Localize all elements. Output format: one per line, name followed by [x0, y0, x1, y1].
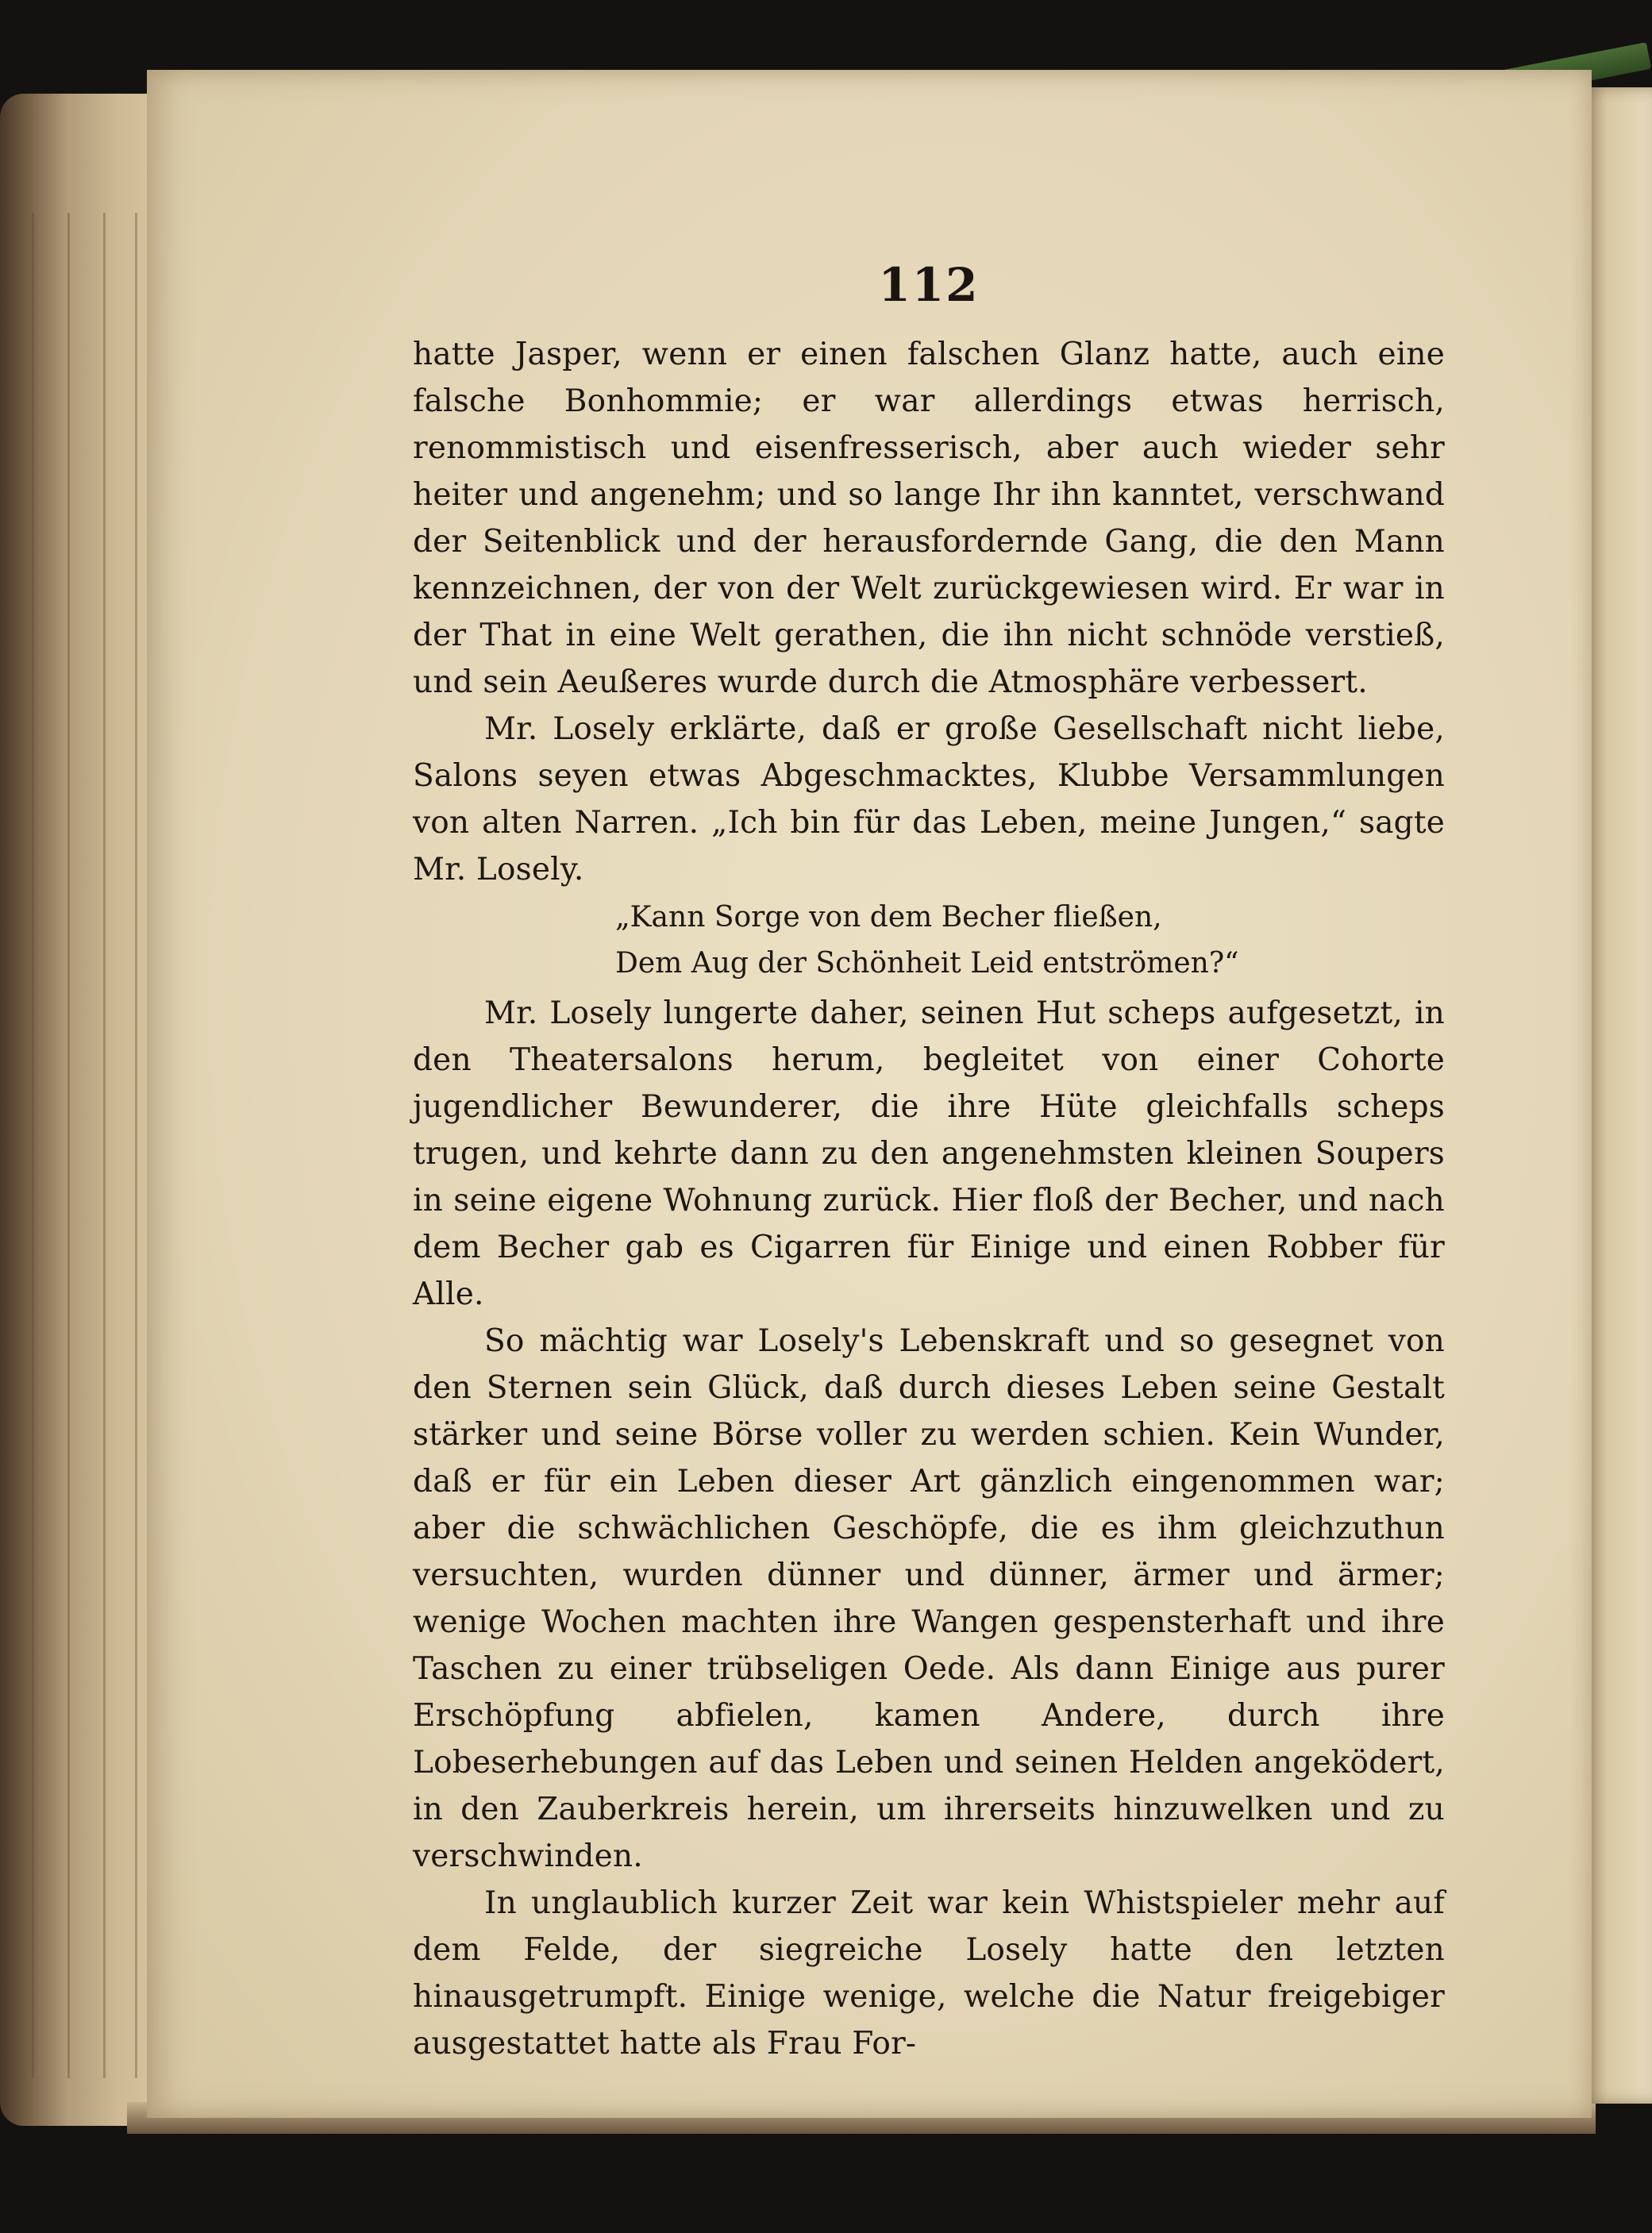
paragraph: hatte Jasper, wenn er einen falschen Glanz hatte, auch eine falsche Bonhommie; er war allerdings etwas herrisch, renommistisch und eisenfresserisch, aber auch wieder sehr heiter und angenehm; und so lange Ihr ihn kanntet, verschwand der Seitenblick und der herausfordernde Gang, die den Mann kennzeichnen, der von der Welt zurückgewiesen wird. Er war in der That in eine Welt gerathen, die ihn nicht schnöde verstieß, und sein Aeußeres wurde durch die Atmosphäre verbessert.: [413, 337, 1445, 700]
verse-quote: [615, 895, 1445, 987]
paragraph: So mächtig war Losely's Lebenskraft und so gesegnet von den Sternen sein Glück, daß durch dieses Leben seine Gestalt stärker und seine Börse voller zu werden schien. Kein Wunder, daß er für ein Leben dieser Art gänzlich eingenommen war; aber die schwächlichen Geschöpfe, die es ihm gleichzuthun versuchten, wurden dünner und dünner, ärmer und ärmer; wenige Wochen machten ihre Wangen gespensterhaft und ihre Taschen zu einer trübseligen Oede. Als dann Einige aus purer Erschöpfung abfielen, kamen Andere, durch ihre Lobeserhebungen auf das Leben und seinen Helden angeködert, in den Zauberkreis herein, um ihrerseits hinzuwelken und zu verschwinden.: [413, 1323, 1445, 1874]
page-edge-line: [67, 213, 70, 2078]
verse-line: Dem Aug der Schönheit Leid entströmen?“: [615, 947, 1239, 980]
page-edge-line: [32, 213, 34, 2078]
page-number: 112: [878, 258, 980, 312]
verse-line: „Kann Sorge von dem Becher fließen,: [615, 901, 1162, 934]
paragraph: Mr. Losely erklärte, daß er große Gesellschaft nicht liebe, Salons seyen etwas Abgeschmacktes, Klubbe Versammlungen von alten Narren. „Ich bin für das Leben, meine Jungen,“ sagte Mr. Losely.: [413, 711, 1445, 887]
facing-page-edge: [1584, 87, 1652, 2104]
page-body: [413, 331, 1445, 2067]
page-edge-line: [103, 213, 106, 2078]
page-edge-line: [135, 213, 137, 2078]
paragraph: Mr. Losely lungerte daher, seinen Hut scheps aufgesetzt, in den Theatersalons herum, begleitet von einer Cohorte jugendlicher Bewunderer, die ihre Hüte gleichfalls scheps trugen, und kehrte dann zu den angenehmsten kleinen Soupers in seine eigene Wohnung zurück. Hier floß der Becher, und nach dem Becher gab es Cigarren für Einige und einen Robber für Alle.: [413, 995, 1445, 1312]
paragraph: In unglaublich kurzer Zeit war kein Whistspieler mehr auf dem Felde, der siegreiche Losely hatte den letzten hinausgetrumpft. Einige wenige, welche die Natur freigebiger ausgestattet hatte als Frau For-: [413, 1885, 1445, 2062]
page-stack-edge: [0, 94, 167, 2126]
